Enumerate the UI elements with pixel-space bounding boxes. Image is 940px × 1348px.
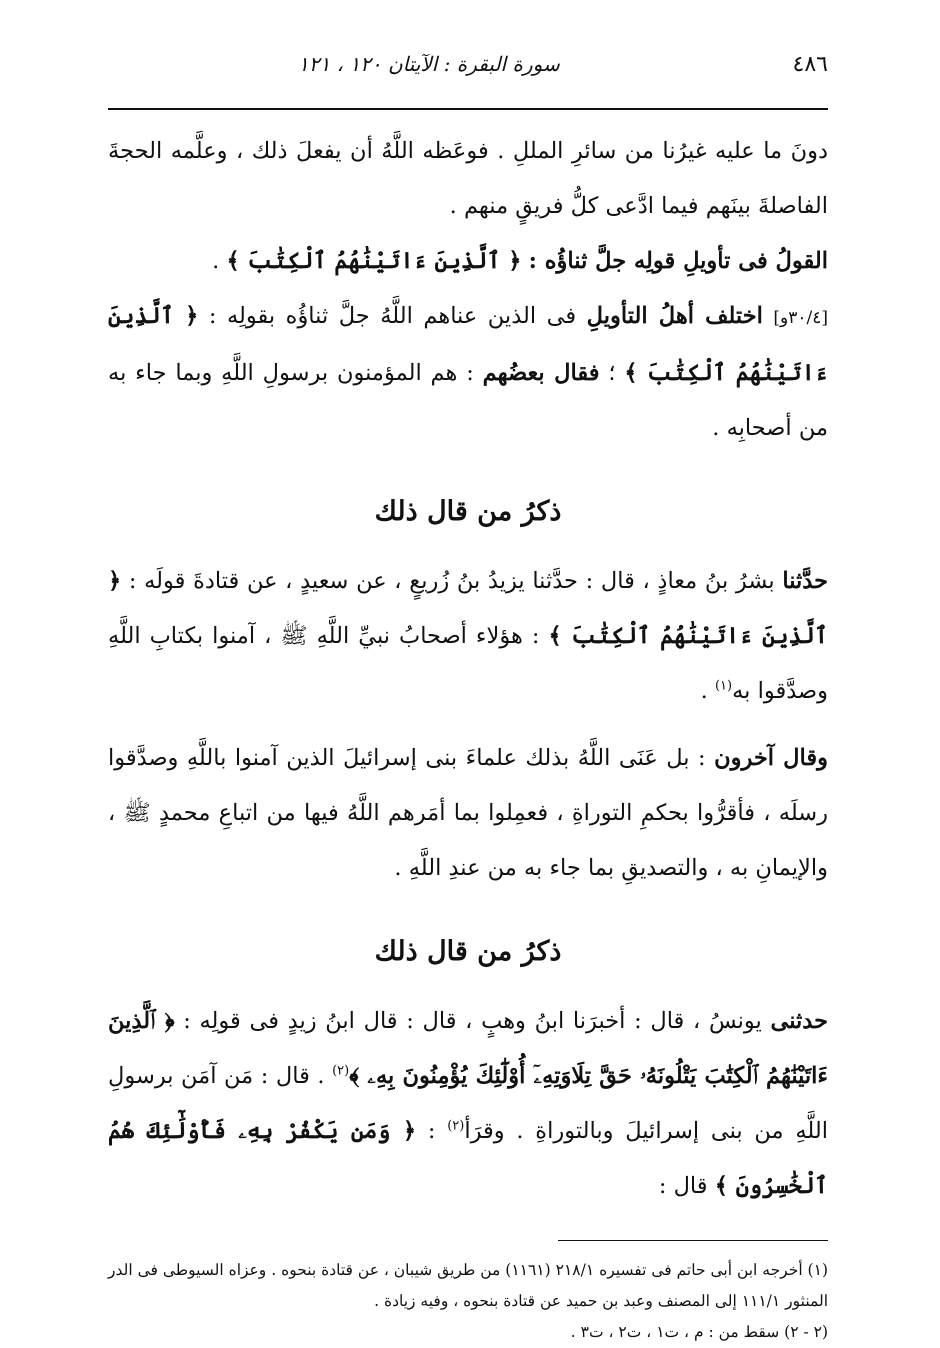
chapter-end: . — [212, 248, 227, 274]
running-header — [108, 52, 828, 102]
chapter-lead: القولُ فى تأويلِ قولِه جلَّ ثناؤُه : — [528, 248, 828, 274]
quran-verse: ﴿ ٱلَّذِينَ ءَاتَيْنَٰهُمُ ٱلْكِتَٰبَ يَتْلُونَهُۥ حَقَّ تِلَاوَتِهِۦٓ أُوْلَٰٓئِكَ يُؤْمِنُونَ بِهِۦ ﴾ — [108, 1008, 829, 1089]
disagreement-text-2: ؛ — [599, 360, 625, 386]
paragraph-disagreement — [108, 289, 828, 456]
narration-3-text-3: : — [416, 1118, 448, 1144]
quran-verse: ﴿ وَمَن يَكْفُرْ بِهِۦ فَأُوْلَٰٓئِكَ هُمُ ٱلْخَٰسِرُونَ ﴾ — [108, 1118, 828, 1199]
header-rule — [108, 108, 828, 110]
narration-3-lead: حدثنى — [770, 1008, 828, 1034]
quran-verse: ﴿ ٱلَّذِينَ ءَاتَيْنَٰهُمُ ٱلْكِتَٰبَ ﴾ — [108, 303, 828, 386]
paragraph-chapter-title — [108, 234, 828, 289]
disagreement-text-1: فى الذين عناهم اللَّهُ جلَّ ثناؤُه بقولِه : — [198, 303, 587, 329]
page-number: ٤٨٦ — [792, 52, 828, 77]
disagreement-lead: اختلف أهلُ التأويلِ — [586, 303, 763, 329]
footnotes — [108, 1255, 828, 1348]
narration-3-text-1: يونسُ ، قال : أخبرَنا ابنُ وهبٍ ، قال : قال ابنُ زيدٍ فى قولِه : — [174, 1008, 771, 1034]
narration-2-text: : بل عَنَى اللَّهُ بذلك علماءَ بنى إسرائيلَ الذين آمنوا باللَّهِ وصدَّقوا رسلَه ، فأقرُّوا بحكمِ التوراةِ ، فعمِلوا بما أمَرهم اللَّهُ فيها من اتباعِ محمدٍ ﷺ ، والإيمانِ به ، والتصديقِ بما جاء به من عندِ اللَّهِ . — [108, 745, 828, 881]
quran-verse: ﴿ ٱلَّذِينَ ءَاتَيْنَٰهُمُ ٱلْكِتَٰبَ ﴾ — [108, 568, 828, 649]
narration-2 — [108, 731, 828, 896]
narration-2-lead: وقال آخرون — [714, 745, 828, 771]
quran-verse: ﴿ ٱلَّذِينَ ءَاتَيْنَٰهُمُ ٱلْكِتَٰبَ ﴾ — [226, 248, 522, 274]
section-heading-2: ذكرُ من قال ذلك — [374, 936, 562, 967]
some-said-lead: فقال بعضُهم — [482, 360, 600, 386]
footnote-marker: (١) — [714, 678, 733, 694]
volume-reference: [٣٠/٤و] — [773, 308, 828, 328]
book-page — [108, 52, 829, 1341]
footnote-rule — [558, 1240, 828, 1241]
narration-3 — [108, 994, 828, 1214]
narration-3-text-4: قال : — [658, 1173, 715, 1199]
footnote-marker: (٢) — [447, 1118, 465, 1134]
section-heading-1: ذكرُ من قال ذلك — [374, 496, 562, 527]
narration-1-end: . — [700, 678, 715, 704]
footnote-2: (٢ - ٢) سقط من : م ، ت١ ، ت٢ ، ت٣ . — [570, 1323, 828, 1341]
paragraph-intro: دونَ ما عليه غيرُنا من سائرِ المللِ . فوعَظه اللَّهُ أن يفعلَ ذلك ، وعلَّمه الحجةَ الفاصلةَ بينَهم فيما ادَّعى كلُّ فريقٍ منهم . — [108, 138, 828, 219]
narration-1-lead: حدَّثنا — [782, 568, 828, 594]
footnote-marker: (٢) — [332, 1063, 350, 1079]
footnote-1: (١) أخرجه ابن أبى حاتم فى تفسيره ٢١٨/١ (١١٦١) من طريق شيبان ، عن قتادة بنحوه . وعزاه السيوطى فى الدر المنثور ١١١/١ إلى المصنف وعبد بن حميد عن قتادة بنحوه ، وفيه زيادة . — [108, 1261, 828, 1310]
narration-1-text-1: بشرُ بنُ معاذٍ ، قال : حدَّثنا يزيدُ بنُ زُريعٍ ، عن سعيدٍ ، عن قتادةَ قولَه : — [121, 568, 783, 594]
narration-1 — [108, 554, 828, 719]
disagreement-text-3: : هم المؤمنون برسولِ اللَّهِ وبما جاء به من أصحابِه . — [108, 360, 828, 441]
narration-3-text-2: . قال : مَن آمَن برسولِ اللَّهِ من بنى إسرائيلَ وبالتوراةِ . وقرَأ — [108, 1063, 828, 1144]
narration-1-text-2: : هؤلاء أصحابُ نبيِّ اللَّهِ ﷺ ، آمنوا بكتابِ اللَّهِ وصدَّقوا به — [108, 623, 828, 704]
running-title: سورة البقرة : الآيتان ١٢٠ ، ١٢١ — [298, 52, 560, 76]
